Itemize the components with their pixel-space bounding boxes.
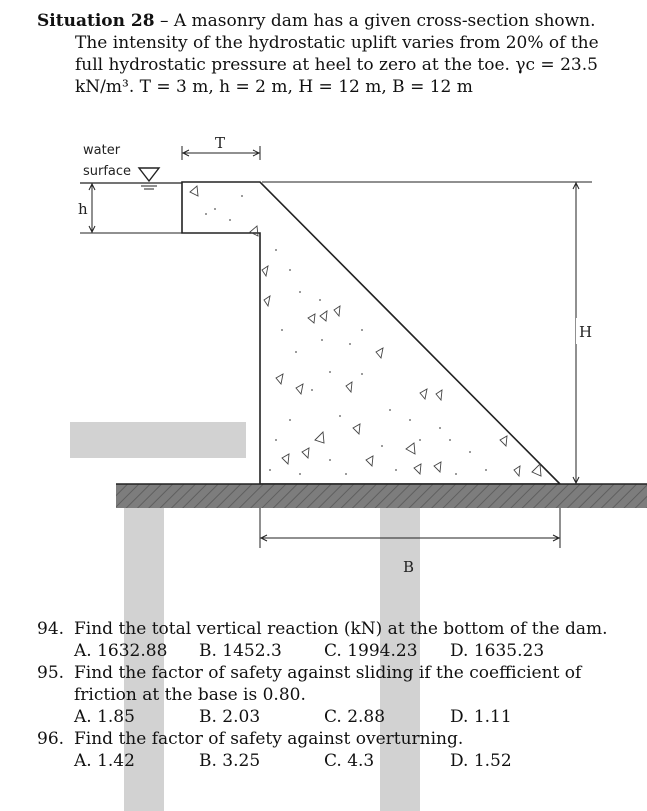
question-number: 95.: [37, 663, 65, 683]
ground-base: [116, 484, 647, 508]
problem-line-1: A masonry dam has a given cross-section shown.: [173, 11, 596, 31]
dam-cross-section: [182, 182, 560, 484]
question-text: Find the factor of safety against overturning.: [74, 729, 464, 749]
h-label: h: [78, 200, 88, 218]
question-number: 96.: [37, 729, 65, 749]
question-number: 94.: [37, 619, 65, 639]
question-text: Find the factor of safety against sliding if the coefficient of: [74, 663, 582, 683]
T-label: T: [215, 134, 226, 152]
question-96: [37, 728, 637, 750]
option-b: B. 2.03: [199, 707, 261, 727]
water-surface-symbol: [139, 168, 159, 181]
water-label: water: [83, 143, 121, 158]
option-d: D. 1.52: [450, 751, 512, 771]
B-label: B: [403, 558, 415, 576]
option-c: C. 1994.23: [324, 641, 418, 661]
question-text: Find the total vertical reaction (kN) at the bottom of the dam.: [74, 619, 608, 639]
question-95: [37, 662, 637, 706]
option-c: C. 4.3: [324, 751, 375, 771]
option-d: D. 1.11: [450, 707, 512, 727]
title-dash: –: [154, 11, 174, 31]
option-a: A. 1.85: [74, 707, 135, 727]
problem-title: Situation 28: [37, 11, 155, 31]
option-b: B. 3.25: [199, 751, 261, 771]
H-label: H: [579, 323, 593, 341]
option-c: C. 2.88: [324, 707, 386, 727]
option-b: B. 1452.3: [199, 641, 282, 661]
problem-line-3: full hydrostatic pressure at heel to zero at the toe. γc = 23.5: [75, 55, 598, 75]
problem-line-2: The intensity of the hydrostatic uplift varies from 20% of the: [75, 33, 599, 53]
problem-line-4: kN/m³. T = 3 m, h = 2 m, H = 12 m, B = 12 m: [75, 77, 473, 97]
question-text-continued: friction at the base is 0.80.: [74, 685, 306, 705]
option-a: A. 1.42: [74, 751, 135, 771]
question-94: [37, 618, 637, 640]
option-d: D. 1635.23: [450, 641, 545, 661]
option-a: A. 1632.88: [74, 641, 168, 661]
surface-label: surface: [83, 164, 132, 179]
